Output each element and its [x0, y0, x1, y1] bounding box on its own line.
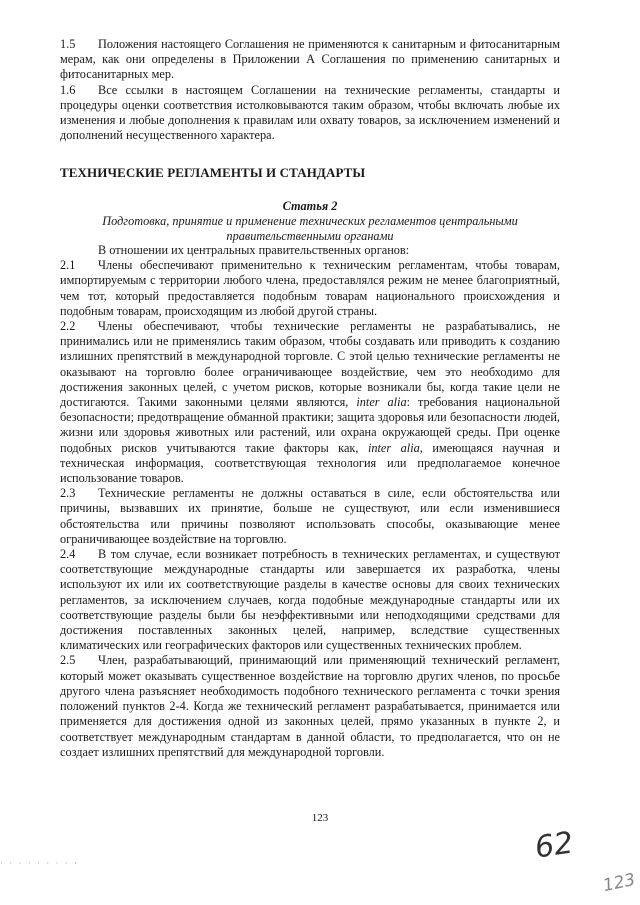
paragraph-number: 2.4 — [60, 547, 76, 562]
latin-term: inter alia — [356, 395, 407, 410]
paragraph-number: 2.2 — [60, 319, 76, 334]
article-body — [60, 243, 560, 760]
paragraph-text: : требования национальной безопасности; предотвращение обманной практики; защита здоровья или безопасности людей, жизни или здоровья животных или растений, или охрана окружающей среды. При оценке подобных рисков учитываются такие факторы как, — [60, 395, 560, 455]
paragraph-1-5 — [60, 37, 560, 83]
handwritten-mark: 123 — [601, 869, 638, 897]
paragraph-text: Положения настоящего Соглашения не применяются к санитарным и фитосанитарным мерам, как они определены в Приложении А Соглашения по применению санитарных и фитосанитарных мер. — [60, 37, 560, 82]
paragraph-2-4 — [60, 547, 560, 653]
paragraph-text: Все ссылки в настоящем Соглашении на технические регламенты, стандарты и процедуры оценки соответствия истолковываются таким образом, чтобы включать любые их изменения и любые дополнения к правилам или охвату товаров, за исключением изменений и дополнений несущественного характера. — [60, 82, 560, 143]
section-heading: ТЕХНИЧЕСКИЕ РЕГЛАМЕНТЫ И СТАНДАРТЫ — [60, 165, 366, 180]
paragraph-2-3 — [60, 486, 560, 547]
paragraph-number: 1.6 — [60, 82, 76, 97]
paragraph-text: В том случае, если возникает потребность в технических регламентах, и существуют соответствующие международные стандарты или завершается их разработка, члены используют их или их соответствующие разделы в качестве основы для своих технических регламентов, за исключением случаев, когда подобные международные стандарты или их соответствующие разделы были бы неэффективными или неподходящими средствами для достижения поставленных законных целей, например, вследствие существенных климатических или географических факторов или существенных технических проблем. — [60, 547, 560, 653]
intro-line: В отношении их центральных правительственных органов: — [98, 243, 410, 257]
latin-term: inter alia, — [367, 440, 423, 455]
article-title: Статья 2 — [282, 199, 338, 213]
article-subtitle: Подготовка, принятие и применение технических регламентов центральными правительственными органами — [102, 214, 518, 244]
paragraph-text: имеющаяся научная и техническая информация, соответствующая технология или предполагаемое конечное использование товаров. — [60, 440, 560, 486]
paragraph-number: 2.1 — [60, 258, 76, 273]
paragraph-text: Член, разрабатывающий, принимающий или применяющий технический регламент, который может оказывать существенное воздействие на торговлю других членов, по просьбе другого члена разъясняет необходимость подобного технического регламента с точки зрения положений пунктов 2-4. Когда же технический регламент разрабатывается, принимается или применяется для достижения одной из законных целей, прямо указанных в пункте 2, и соответствует международным стандартам в данной области, то предполагается, что он не создает излишних препятствий для международной торговли. — [60, 653, 560, 759]
page-number: 123 — [311, 812, 329, 824]
article-header — [60, 199, 560, 245]
paragraph-text: Члены обеспечивают применительно к техническим регламентам, чтобы товарам, импортируемым с территории любого члена, предоставлялся режим не менее благоприятный, чем тот, который предоставляется подобным товарам национального происхождения и подобным товарам, происходящим из любой другой страны. — [60, 258, 560, 318]
handwritten-mark: 62 — [532, 825, 576, 866]
scan-artifact: · · · · · · · · · — [0, 858, 79, 868]
paragraph-2-5 — [60, 653, 560, 759]
paragraph-2-2 — [60, 319, 560, 486]
paragraph-number: 2.3 — [60, 486, 76, 501]
paragraph-1-6 — [60, 83, 560, 144]
paragraph-number: 1.5 — [60, 37, 76, 51]
paragraph-text: Члены обеспечивают, чтобы технические регламенты не разрабатывались, не принимались или не применялись таким образом, чтобы создавать или приводить к созданию излишних препятствий в международной торговле. С этой целью технические регламенты не оказывают на торговлю более ограничивающее воздействие, чем это необходимо для достижения законных целей, с учетом рисков, которые возникали бы, когда такие цели не достигаются. Такими законными целями являются, — [60, 319, 560, 410]
paragraph-text: Технические регламенты не должны оставаться в силе, если обстоятельства или причины, вызвавших их принятие, больше не существуют, или если изменившиеся обстоятельства или причины позволяют использовать способы, оказывающие менее ограничивающее воздействие на торговлю. — [60, 486, 560, 546]
paragraph-number: 2.5 — [60, 653, 76, 668]
paragraph-2-1 — [60, 258, 560, 319]
top-paragraphs — [60, 37, 560, 143]
